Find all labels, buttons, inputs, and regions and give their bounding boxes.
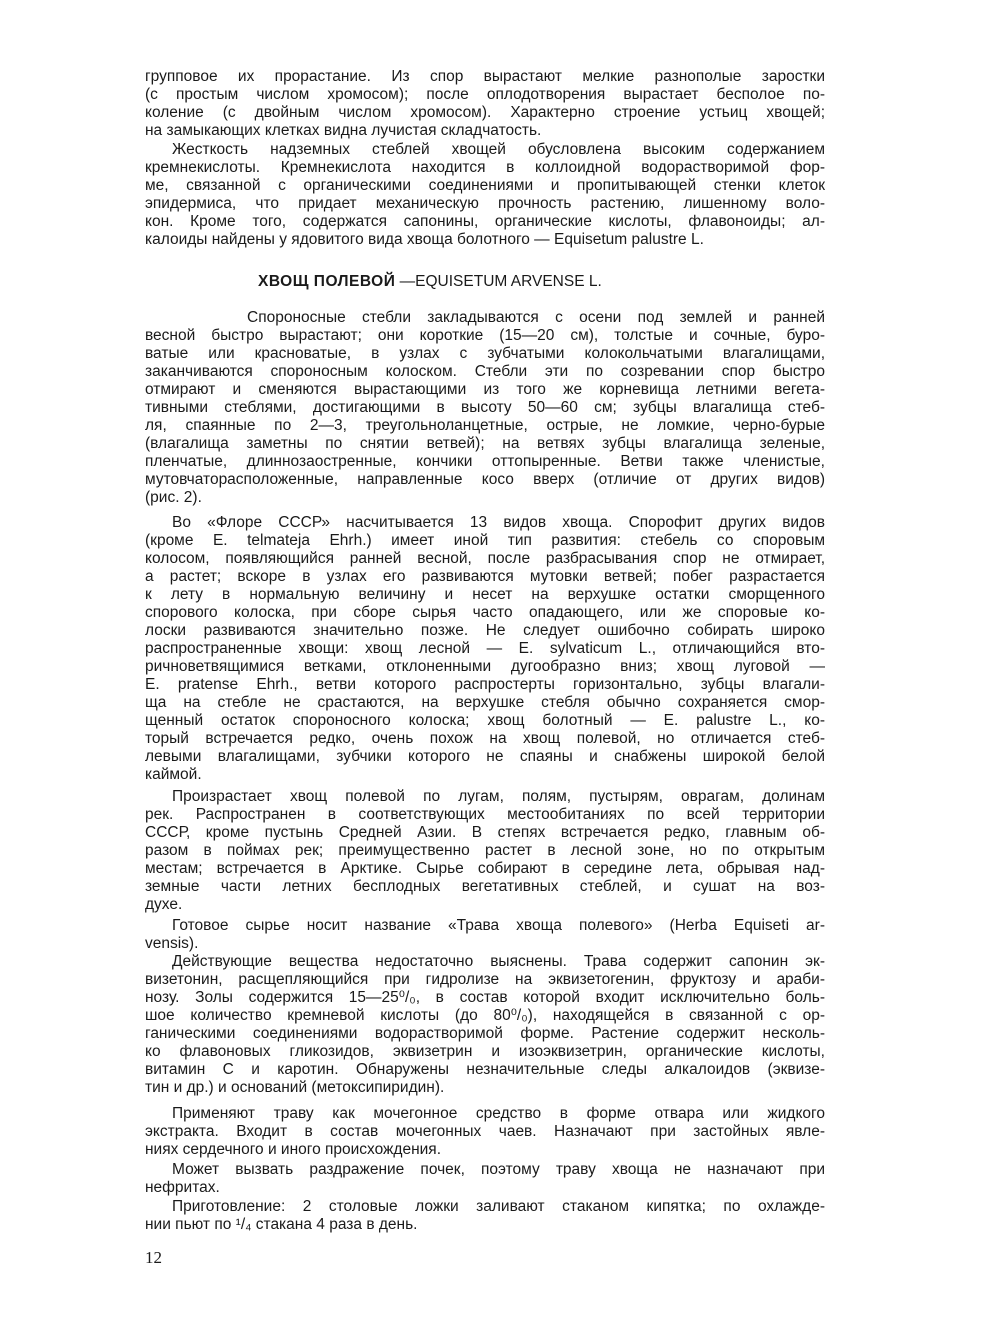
text-line: колосом, появляющийся ранней весной, после разбрасывания спор не отмирает, <box>145 550 825 567</box>
text-line: кремнекислоты. Кремнекислота находится в коллоидной водорастворимой фор- <box>145 159 825 176</box>
paragraph <box>145 953 825 1097</box>
text-line: спорового колоска, при сборе сырья часто опадающего, или же споровые ко- <box>145 604 825 621</box>
text-line: групповое их прорастание. Из спор вырастают мелкие разнополые заростки <box>145 68 825 85</box>
text-line: (с простым числом хромосом); после оплодотворения вырастает бесполое по- <box>145 86 825 103</box>
text-line: кон. Кроме того, содержатся сапонины, органические кислоты, флавоноиды; ал- <box>145 213 825 230</box>
text-line: Применяют траву как мочегонное средство в форме отвара или жидкого <box>172 1105 825 1122</box>
text-line: ганическими соединениями водорастворимой форме. Растение содержит несколь- <box>145 1025 825 1042</box>
text-line: земные части летних бесплодных вегетативных стеблей, и сушат на воз- <box>145 878 825 895</box>
text-line: разом в поймах рек; преимущественно растет в лесной зоне, но по открытым <box>145 842 825 859</box>
text-line: торый встречается редко, очень похож на хвощ полевой, но отличается стеб- <box>145 730 825 747</box>
text-line: Действующие вещества недостаточно выяснены. Трава содержит сапонин эк- <box>172 953 825 970</box>
text-line: распространенные хвощи: хвощ лесной — E. sylvaticum L., отличающийся вто- <box>145 640 825 657</box>
text-line: нефритах. <box>145 1179 220 1196</box>
text-line: весной быстро вырастают; они короткие (15—20 см), толстые и сочные, буро- <box>145 327 825 344</box>
text-line: отмирают и сменяются вырастающими из того же корневища летними вегета- <box>145 381 825 398</box>
text-line: (рис. 2). <box>145 489 202 506</box>
text-line: Готовое сырье носит название «Трава хвоща полевого» (Herba Equiseti ar- <box>172 917 825 934</box>
text-line: тин и др.) и оснований (метоксипиридин). <box>145 1079 445 1096</box>
text-line: Жесткость надземных стеблей хвощей обусловлена высоким содержанием <box>172 141 825 158</box>
paragraph <box>145 68 825 140</box>
text-line: ме, связанной с органическими соединениями и пропитывающей стенки клеток <box>145 177 825 194</box>
section-heading <box>258 272 602 292</box>
text-line: ща на стебле не срастаются, на верхушке стебля обычно сохраняется смор- <box>145 694 825 711</box>
paragraph <box>145 1198 825 1234</box>
text-line: СССР, кроме пустынь Средней Азии. В степях встречается редко, главным об- <box>145 824 825 841</box>
page-number: 12 <box>145 1248 162 1267</box>
heading-russian: ХВОЩ ПОЛЕВОЙ <box>258 273 396 290</box>
text-line: нозу. Золы содержится 15—25⁰/₀, в состав которой входит исключительно боль- <box>145 989 825 1006</box>
text-line: Спороносные стебли закладываются с осени под землей и ранней <box>247 309 825 326</box>
paragraph <box>145 514 825 784</box>
text-line: экстракта. Входит в состав мочегонных чаев. Назначают при застойных явле- <box>145 1123 825 1140</box>
text-line: шое количество кремневой кислоты (до 80⁰/₀), находящейся в связанной с ор- <box>145 1007 825 1024</box>
text-line: на замыкающих клетках видна лучистая складчатость. <box>145 122 542 139</box>
text-line: ричноветвящимися ветками, отклоненными дугообразно вниз; хвощ луговой — <box>145 658 825 675</box>
text-line: визетонин, расщепляющийся при гидролизе на эквизетогенин, фруктозу и араби- <box>145 971 825 988</box>
text-line: духе. <box>145 896 183 913</box>
paragraph <box>145 1161 825 1197</box>
text-line: левыми влагалищами, зубчики которого не спаяны и снабжены широкой белой <box>145 748 825 765</box>
text-line: каймой. <box>145 766 202 783</box>
text-line: (влагалища заметны по снятии ветвей); на ветвях зубцы влагалища зеленые, <box>145 435 825 452</box>
text-line: (кроме E. telmateja Ehrh.) имеет иной тип развития: стебель со споровым <box>145 532 825 549</box>
text-line: пленчатые, длиннозаостренные, кончики оттопыренные. Ветви также членистые, <box>145 453 825 470</box>
paragraph <box>145 309 825 507</box>
text-line: местам; встречается в Арктике. Сырье собирают в середине лета, обрывая над- <box>145 860 825 877</box>
text-line: заканчиваются спороносным колоском. Стебли эти по созревании спор быстро <box>145 363 825 380</box>
text-line: ля, спаянные по 2—3, треугольноланцетные, острые, не ломкие, черно-бурые <box>145 417 825 434</box>
paragraph <box>145 788 825 914</box>
text-line: нии пьют по ¹/₄ стакана 4 раза в день. <box>145 1216 418 1233</box>
text-line: калоиды найдены у ядовитого вида хвоща болотного — Equisetum palustre L. <box>145 231 704 248</box>
paragraph <box>145 141 825 249</box>
text-line: щенный остаток спороносного колоска; хвощ болотный — E. palustre L., ко- <box>145 712 825 729</box>
text-line: тивными стеблями, достигающими в высоту 50—60 см; зубцы влагалища стеб- <box>145 399 825 416</box>
text-line: vensis). <box>145 935 199 952</box>
text-line: к лету в нормальную величину и несет на верхушке остатки сморщенного <box>145 586 825 603</box>
text-line: рек. Распространен в соответствующих местообитаниях по всей территории <box>145 806 825 823</box>
text-line: Во «Флоре СССР» насчитывается 13 видов хвоща. Спорофит других видов <box>172 514 825 531</box>
text-line: а растет; вскоре в узлах его развиваются мутовки ветвей; побег разрастается <box>145 568 825 585</box>
text-line: эпидермиса, что придает механическую прочность растению, лишенному воло- <box>145 195 825 212</box>
text-line: Приготовление: 2 столовые ложки заливают стаканом кипятка; по охлажде- <box>172 1198 825 1215</box>
text-line: E. pratense Ehrh., ветви которого распростерты горизонтально, зубцы влагали- <box>145 676 825 693</box>
text-line: ниях сердечного и иного происхождения. <box>145 1141 442 1158</box>
text-line: коление (с двойным числом хромосом). Характерно строение устьиц хвощей; <box>145 104 825 121</box>
text-line: Может вызвать раздражение почек, поэтому траву хвоща не назначают при <box>172 1161 825 1178</box>
text-line: витамин С и каротин. Обнаружены незначительные следы алкалоидов (эквизе- <box>145 1061 825 1078</box>
text-line: ко флавоновых гликозидов, эквизетрин и изоэквизетрин, органические кислоты, <box>145 1043 825 1060</box>
text-line: Произрастает хвощ полевой по лугам, полям, пустырям, оврагам, долинам <box>172 788 825 805</box>
text-line: мутовчаторасположенные, направленные косо вверх (отличие от других видов) <box>145 471 825 488</box>
text-line: лоски развиваются значительно позже. Не следует ошибочно собирать широко <box>145 622 825 639</box>
heading-latin: —EQUISETUM ARVENSE L. <box>395 273 602 290</box>
paragraph <box>145 1105 825 1159</box>
paragraph <box>145 917 825 953</box>
text-line: ватые или красноватые, в узлах с зубчатыми колокольчатыми влагалищами, <box>145 345 825 362</box>
